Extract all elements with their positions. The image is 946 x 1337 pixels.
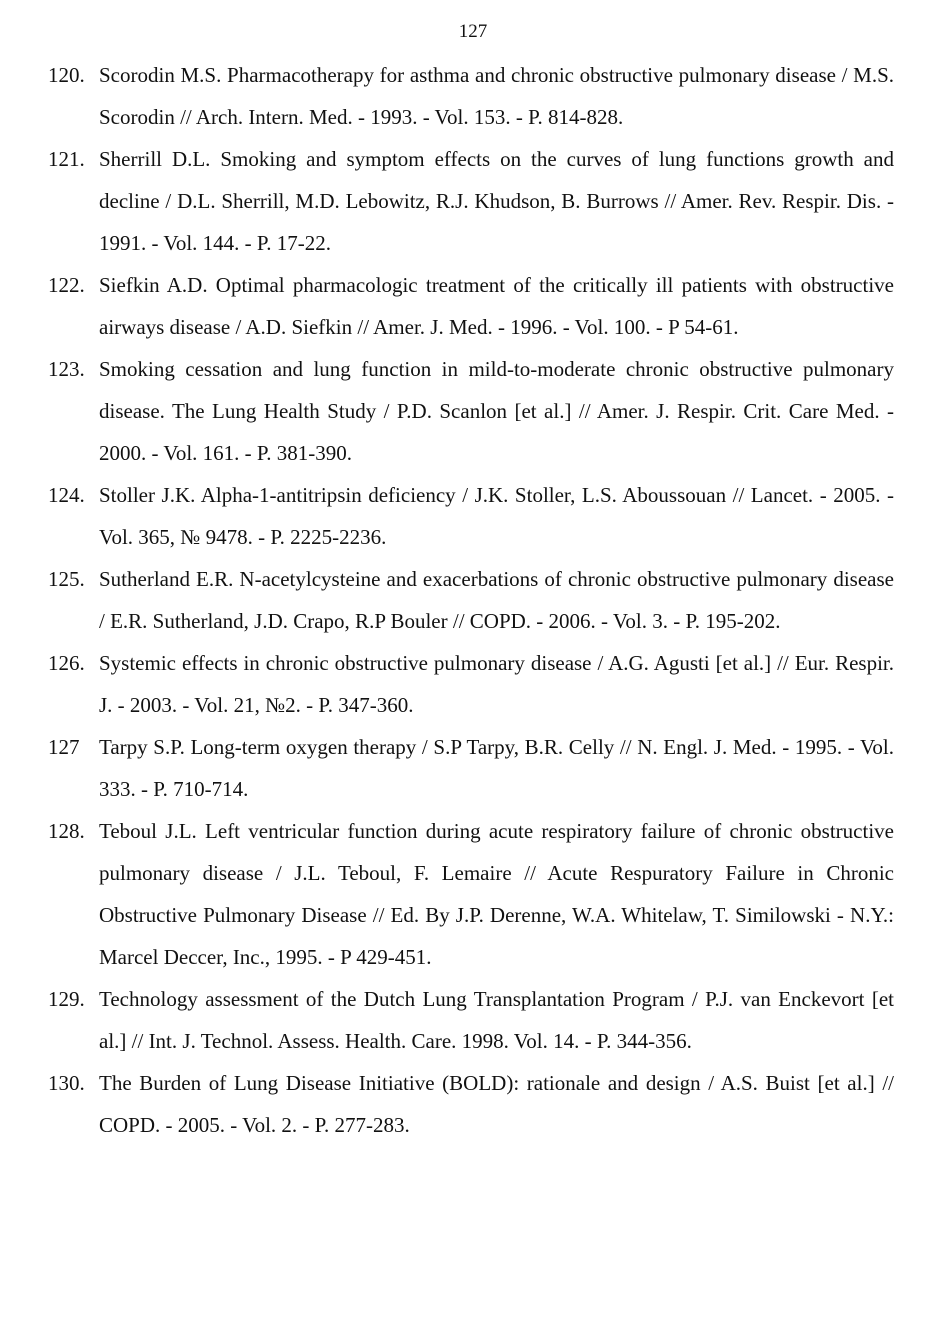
- reference-number: 123.: [48, 357, 85, 381]
- page-number: 127: [458, 21, 488, 42]
- reference-item: [48, 348, 894, 474]
- reference-number: 122.: [48, 273, 85, 297]
- reference-item: [48, 264, 894, 348]
- reference-number: 121.: [48, 147, 85, 171]
- reference-text: Scorodin M.S. Pharmacotherapy for asthma and chronic obstructive pulmonary disease / M.S. Scorodin // Arch. Intern. Med. - 1993. - Vol. 153. - P. 814-828.: [99, 63, 894, 129]
- reference-text: Tarpy S.P. Long-term oxygen therapy / S.P Tarpy, B.R. Celly // N. Engl. J. Med. - 1995. - Vol. 333. - P. 710-714.: [99, 735, 894, 801]
- reference-item: [48, 810, 894, 978]
- reference-text: The Burden of Lung Disease Initiative (BOLD): rationale and design / A.S. Buist [et al.] // COPD. - 2005. - Vol. 2. - P. 277-283.: [99, 1071, 894, 1137]
- reference-text: Siefkin A.D. Optimal pharmacologic treatment of the critically ill patients with obstructive airways disease / A.D. Siefkin // Amer. J. Med. - 1996. - Vol. 100. - P 54-61.: [99, 273, 894, 339]
- reference-number: 129.: [48, 987, 85, 1011]
- reference-text: Stoller J.K. Alpha-1-antitripsin deficiency / J.K. Stoller, L.S. Aboussouan // Lancet. - 2005. - Vol. 365, № 9478. - P. 2225-2236.: [99, 483, 894, 549]
- reference-text: Smoking cessation and lung function in mild-to-moderate chronic obstructive pulmonary disease. The Lung Health Study / P.D. Scanlon [et al.] // Amer. J. Respir. Crit. Care Med. - 2000. - Vol. 161. - P. 381-390.: [99, 357, 894, 465]
- reference-text: Teboul J.L. Left ventricular function during acute respiratory failure of chronic obstructive pulmonary disease / J.L. Teboul, F. Lemaire // Acute Respuratory Failure in Chronic Obstructive Pulmonary Disease // Ed. By J.P. Derenne, W.A. Whitelaw, T. Similowski - N.Y.: Marcel Deccer, Inc., 1995. - P 429-451.: [99, 819, 894, 969]
- reference-item: [48, 558, 894, 642]
- reference-text: Systemic effects in chronic obstructive pulmonary disease / A.G. Agusti [et al.] // Eur. Respir. J. - 2003. - Vol. 21, №2. - P. 347-360.: [99, 651, 894, 717]
- reference-list: [48, 54, 894, 1146]
- reference-number: 124.: [48, 483, 85, 507]
- reference-number: 130.: [48, 1071, 85, 1095]
- reference-number: 120.: [48, 63, 85, 87]
- reference-number: 126.: [48, 651, 85, 675]
- reference-number: 125.: [48, 567, 85, 591]
- reference-item: [48, 978, 894, 1062]
- reference-item: [48, 54, 894, 138]
- reference-text: Technology assessment of the Dutch Lung Transplantation Program / P.J. van Enckevort [et al.] // Int. J. Technol. Assess. Health. Care. 1998. Vol. 14. - P. 344-356.: [99, 987, 894, 1053]
- reference-text: Sutherland E.R. N-acetylcysteine and exacerbations of chronic obstructive pulmonary disease / E.R. Sutherland, J.D. Crapo, R.P Bouler // COPD. - 2006. - Vol. 3. - P. 195-202.: [99, 567, 894, 633]
- reference-item: [48, 726, 894, 810]
- reference-text: Sherrill D.L. Smoking and symptom effects on the curves of lung functions growth and decline / D.L. Sherrill, M.D. Lebowitz, R.J. Khudson, B. Burrows // Amer. Rev. Respir. Dis. - 1991. - Vol. 144. - P. 17-22.: [99, 147, 894, 255]
- reference-number: 127: [48, 735, 80, 759]
- reference-item: [48, 642, 894, 726]
- reference-item: [48, 138, 894, 264]
- reference-number: 128.: [48, 819, 85, 843]
- reference-item: [48, 1062, 894, 1146]
- reference-item: [48, 474, 894, 558]
